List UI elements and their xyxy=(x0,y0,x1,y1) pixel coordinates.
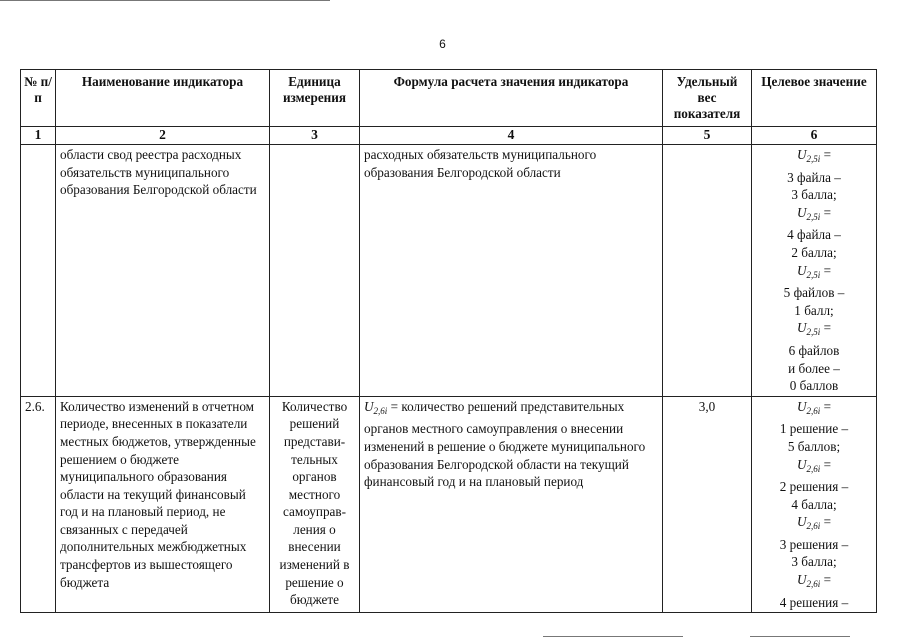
target-equals: = xyxy=(820,147,832,162)
target-line xyxy=(756,571,872,594)
formula xyxy=(360,396,663,613)
weight: 3,0 xyxy=(663,396,752,613)
row-number: 2.6. xyxy=(21,396,56,613)
target-line xyxy=(756,204,872,227)
target-variable: U xyxy=(796,320,807,336)
target-line: и более – xyxy=(788,360,840,376)
target-subscript: 2,5i xyxy=(806,211,821,222)
target-line: 4 файла – xyxy=(787,227,841,243)
indicators-table xyxy=(20,69,877,613)
target-line: 4 балла; xyxy=(791,496,837,512)
header-unit: Единица измерения xyxy=(270,70,360,127)
target-subscript: 2,6i xyxy=(806,463,821,474)
header-formula: Формула расчета значения индикатора xyxy=(360,70,663,127)
target-line xyxy=(756,398,872,421)
column-number: 4 xyxy=(360,127,663,145)
formula-variable: U xyxy=(364,398,374,414)
target-equals: = xyxy=(820,514,832,530)
weight xyxy=(663,145,752,397)
target-subscript: 2,6i xyxy=(806,579,821,590)
target-line: 6 файлов xyxy=(788,342,840,358)
target-equals: = xyxy=(820,262,832,278)
target-line: 0 баллов xyxy=(789,378,839,394)
unit xyxy=(270,145,360,397)
target-variable: U xyxy=(796,147,807,162)
target-subscript: 2,6i xyxy=(806,521,821,532)
formula: расходных обязательств муниципального образования Белгородской области xyxy=(360,145,663,397)
unit: Количество решений представи- тельных органов местного самоуправ- ления о внесении изменений в решение о бюджете xyxy=(270,396,360,613)
scan-edge-top xyxy=(0,0,330,1)
target-variable: U xyxy=(796,514,807,530)
target-line xyxy=(756,146,872,169)
header-number: № п/п xyxy=(21,70,56,127)
formula-subscript: 2,6i xyxy=(373,405,388,416)
table-row-2-6 xyxy=(21,396,877,613)
target-value xyxy=(752,396,877,613)
header-row xyxy=(21,70,877,127)
target-equals: = xyxy=(820,204,832,220)
target-subscript: 2,5i xyxy=(806,327,821,338)
target-line: 2 балла; xyxy=(791,244,837,260)
page-number: 6 xyxy=(439,37,446,51)
column-number: 6 xyxy=(752,127,877,145)
target-equals: = xyxy=(820,456,832,472)
target-line xyxy=(756,456,872,479)
target-line: 5 файлов – xyxy=(783,285,845,301)
indicator-name: Количество изменений в отчетном периоде, внесенных в показатели местных бюджетов, утвержденные решением о бюджете муниципального образования области на текущий финансовый год и на плановый период, не связанных с передачей дополнительных межбюджетных трансфертов из вышестоящего бюджета xyxy=(56,396,270,613)
target-line: 3 балла; xyxy=(791,187,837,203)
target-line xyxy=(756,513,872,536)
target-variable: U xyxy=(796,262,807,278)
target-equals: = xyxy=(820,398,832,414)
target-line: 1 балл; xyxy=(794,302,834,318)
target-variable: U xyxy=(796,204,807,220)
table-row-continued xyxy=(21,145,877,397)
target-equals: = xyxy=(820,572,832,588)
row-number xyxy=(21,145,56,397)
target-subscript: 2,5i xyxy=(806,154,821,164)
target-line: 3 файла – xyxy=(787,169,841,185)
indicator-name: области свод реестра расходных обязательств муниципального образования Белгородской области xyxy=(56,145,270,397)
target-equals: = xyxy=(820,320,832,336)
target-subscript: 2,5i xyxy=(806,269,821,280)
target-line: 5 баллов; xyxy=(787,438,841,454)
header-weight: Удельный вес показателя xyxy=(663,70,752,127)
target-line: 3 решения – xyxy=(779,536,849,552)
target-line: 2 решения – xyxy=(779,479,849,495)
target-value xyxy=(752,145,877,397)
target-subscript: 2,6i xyxy=(806,405,821,416)
header-indicator-name: Наименование индикатора xyxy=(56,70,270,127)
target-line xyxy=(756,262,872,285)
target-line: 4 решения – xyxy=(779,594,849,610)
target-line: 1 решение – xyxy=(779,421,849,437)
scan-edge-bottom xyxy=(750,636,850,637)
target-variable: U xyxy=(796,456,807,472)
target-line xyxy=(756,319,872,342)
formula-text: = количество решений представительных органов местного самоуправления о внесении изменений в решение о бюджете муниципального образования Белгородской области на текущий финансовый год и на плановый период xyxy=(364,398,646,490)
column-number: 5 xyxy=(663,127,752,145)
column-number: 2 xyxy=(56,127,270,145)
column-number: 1 xyxy=(21,127,56,145)
column-number-row xyxy=(21,127,877,145)
target-variable: U xyxy=(796,398,807,414)
column-number: 3 xyxy=(270,127,360,145)
scan-edge-bottom xyxy=(543,636,683,637)
target-line: 3 балла; xyxy=(791,554,837,570)
header-target: Целевое значение xyxy=(752,70,877,127)
target-variable: U xyxy=(796,572,807,588)
